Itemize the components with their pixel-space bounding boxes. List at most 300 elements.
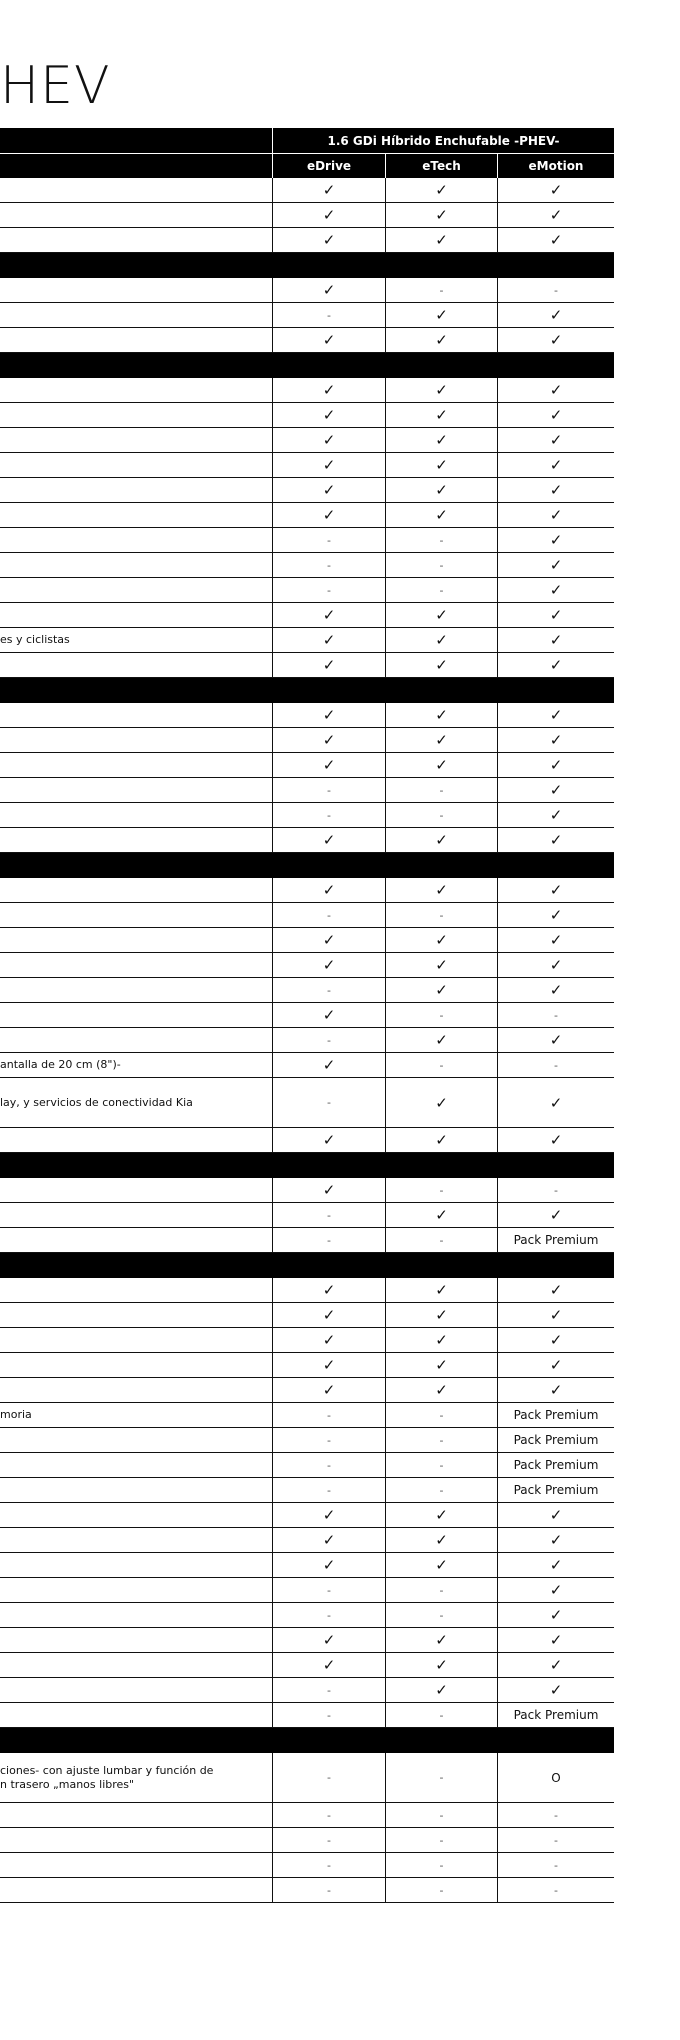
table-row	[0, 478, 614, 503]
feature-label	[0, 328, 272, 352]
check-icon: ✓	[272, 1303, 385, 1327]
check-icon: ✓	[272, 878, 385, 902]
header-blank-cell	[0, 128, 272, 153]
not-available-cell: -	[497, 1853, 614, 1877]
table-row	[0, 1678, 614, 1703]
check-icon: ✓	[272, 828, 385, 852]
not-available-cell: -	[272, 1228, 385, 1252]
check-icon: ✓	[385, 1628, 497, 1652]
feature-label	[0, 753, 272, 777]
check-icon: ✓	[272, 628, 385, 652]
table-row	[0, 1828, 614, 1853]
feature-label	[0, 1653, 272, 1677]
not-available-cell: -	[385, 1403, 497, 1427]
table-row	[0, 428, 614, 453]
not-available-cell: -	[272, 1578, 385, 1602]
not-available-cell: -	[385, 1478, 497, 1502]
check-icon: ✓	[385, 1353, 497, 1377]
not-available-cell: -	[272, 803, 385, 827]
feature-label	[0, 1203, 272, 1227]
check-icon: ✓	[385, 653, 497, 677]
not-available-cell: -	[272, 303, 385, 327]
not-available-cell: -	[385, 1228, 497, 1252]
spec-table	[0, 128, 614, 1903]
feature-label	[0, 1378, 272, 1402]
check-icon: ✓	[272, 953, 385, 977]
table-row	[0, 1503, 614, 1528]
section-header-bar	[0, 1728, 614, 1753]
engine-group-header: 1.6 GDi Híbrido Enchufable -PHEV-	[272, 128, 614, 153]
table-row	[0, 553, 614, 578]
check-icon: ✓	[497, 428, 614, 452]
feature-label	[0, 1003, 272, 1027]
not-available-cell: -	[385, 553, 497, 577]
not-available-cell: -	[272, 1428, 385, 1452]
not-available-cell: -	[272, 1703, 385, 1727]
pack-premium-cell: Pack Premium	[497, 1703, 614, 1727]
check-icon: ✓	[272, 178, 385, 202]
check-icon: ✓	[272, 428, 385, 452]
check-icon: ✓	[385, 1028, 497, 1052]
not-available-cell: -	[272, 1603, 385, 1627]
table-row	[0, 1378, 614, 1403]
feature-label	[0, 1353, 272, 1377]
check-icon: ✓	[272, 478, 385, 502]
feature-label	[0, 1578, 272, 1602]
check-icon: ✓	[385, 1528, 497, 1552]
check-icon: ✓	[385, 1278, 497, 1302]
table-row	[0, 1878, 614, 1903]
not-available-cell: -	[497, 1878, 614, 1902]
not-available-cell: -	[385, 1753, 497, 1802]
table-row	[0, 178, 614, 203]
check-icon: ✓	[385, 303, 497, 327]
table-row	[0, 1753, 614, 1803]
check-icon: ✓	[385, 1328, 497, 1352]
feature-label	[0, 203, 272, 227]
feature-label	[0, 728, 272, 752]
feature-label	[0, 478, 272, 502]
feature-label	[0, 928, 272, 952]
check-icon: ✓	[385, 1503, 497, 1527]
not-available-cell: -	[385, 278, 497, 302]
table-row	[0, 1353, 614, 1378]
pack-premium-cell: Pack Premium	[497, 1478, 614, 1502]
feature-label	[0, 1553, 272, 1577]
table-row	[0, 1853, 614, 1878]
feature-label	[0, 278, 272, 302]
not-available-cell: -	[385, 1803, 497, 1827]
table-header-group	[0, 128, 614, 153]
table-row	[0, 703, 614, 728]
table-row	[0, 1328, 614, 1353]
table-row	[0, 1628, 614, 1653]
feature-label	[0, 178, 272, 202]
not-available-cell: -	[497, 278, 614, 302]
table-row	[0, 1303, 614, 1328]
column-header-etech: eTech	[385, 154, 497, 178]
table-row	[0, 278, 614, 303]
check-icon: ✓	[272, 503, 385, 527]
check-icon: ✓	[272, 1053, 385, 1077]
table-row	[0, 1653, 614, 1678]
check-icon: ✓	[385, 703, 497, 727]
check-icon: ✓	[385, 753, 497, 777]
not-available-cell: -	[385, 1453, 497, 1477]
not-available-cell: -	[272, 528, 385, 552]
feature-label	[0, 228, 272, 252]
check-icon: ✓	[497, 1353, 614, 1377]
check-icon: ✓	[272, 1178, 385, 1202]
not-available-cell: -	[497, 1003, 614, 1027]
check-icon: ✓	[385, 478, 497, 502]
feature-label	[0, 653, 272, 677]
check-icon: ✓	[272, 328, 385, 352]
not-available-cell: -	[272, 1203, 385, 1227]
check-icon: ✓	[497, 1203, 614, 1227]
check-icon: ✓	[272, 1553, 385, 1577]
check-icon: ✓	[272, 403, 385, 427]
check-icon: ✓	[385, 428, 497, 452]
table-row	[0, 1203, 614, 1228]
check-icon: ✓	[497, 228, 614, 252]
table-row	[0, 578, 614, 603]
check-icon: ✓	[272, 378, 385, 402]
table-row	[0, 528, 614, 553]
not-available-cell: -	[272, 1403, 385, 1427]
table-row	[0, 603, 614, 628]
feature-label	[0, 1478, 272, 1502]
feature-label	[0, 528, 272, 552]
feature-label	[0, 1628, 272, 1652]
feature-label	[0, 1703, 272, 1727]
feature-label	[0, 1803, 272, 1827]
check-icon: ✓	[497, 953, 614, 977]
feature-label	[0, 1453, 272, 1477]
not-available-cell: -	[385, 1828, 497, 1852]
check-icon: ✓	[497, 403, 614, 427]
check-icon: ✓	[385, 378, 497, 402]
not-available-cell: -	[272, 1078, 385, 1127]
table-row	[0, 1553, 614, 1578]
feature-label	[0, 903, 272, 927]
check-icon: ✓	[497, 803, 614, 827]
not-available-cell: -	[385, 1053, 497, 1077]
feature-label	[0, 1178, 272, 1202]
check-icon: ✓	[385, 828, 497, 852]
feature-label: moria	[0, 1408, 32, 1421]
table-header-trims	[0, 153, 614, 178]
check-icon: ✓	[497, 1128, 614, 1152]
not-available-cell: -	[272, 1878, 385, 1902]
feature-label	[0, 1028, 272, 1052]
not-available-cell: -	[272, 1678, 385, 1702]
check-icon: ✓	[272, 203, 385, 227]
feature-label	[0, 303, 272, 327]
section-header-bar	[0, 853, 614, 878]
feature-label	[0, 1528, 272, 1552]
feature-label	[0, 1678, 272, 1702]
table-row	[0, 1003, 614, 1028]
feature-label	[0, 878, 272, 902]
table-row	[0, 328, 614, 353]
check-icon: ✓	[385, 603, 497, 627]
feature-label: ciones- con ajuste lumbar y función de n trasero „manos libres"	[0, 1763, 214, 1791]
check-icon: ✓	[385, 978, 497, 1002]
check-icon: ✓	[497, 328, 614, 352]
check-icon: ✓	[385, 928, 497, 952]
check-icon: ✓	[497, 828, 614, 852]
check-icon: ✓	[497, 653, 614, 677]
table-row	[0, 1403, 614, 1428]
table-row	[0, 753, 614, 778]
check-icon: ✓	[497, 178, 614, 202]
table-row	[0, 828, 614, 853]
table-row	[0, 1453, 614, 1478]
feature-label	[0, 578, 272, 602]
section-header-bar	[0, 678, 614, 703]
check-icon: ✓	[497, 1553, 614, 1577]
not-available-cell: -	[497, 1053, 614, 1077]
check-icon: ✓	[272, 1378, 385, 1402]
check-icon: ✓	[497, 378, 614, 402]
header-blank-cell	[0, 154, 272, 178]
check-icon: ✓	[497, 1028, 614, 1052]
table-row	[0, 1028, 614, 1053]
check-icon: ✓	[497, 1528, 614, 1552]
check-icon: ✓	[497, 203, 614, 227]
pack-premium-cell: Pack Premium	[497, 1403, 614, 1427]
feature-label	[0, 553, 272, 577]
feature-label	[0, 978, 272, 1002]
table-body	[0, 178, 614, 1903]
check-icon: ✓	[497, 1303, 614, 1327]
check-icon: ✓	[385, 403, 497, 427]
not-available-cell: -	[272, 1803, 385, 1827]
check-icon: ✓	[385, 1078, 497, 1127]
check-icon: ✓	[272, 228, 385, 252]
check-icon: ✓	[385, 1128, 497, 1152]
check-icon: ✓	[497, 703, 614, 727]
check-icon: ✓	[497, 928, 614, 952]
check-icon: ✓	[497, 1603, 614, 1627]
check-icon: ✓	[385, 953, 497, 977]
table-row	[0, 1178, 614, 1203]
page-title: HEV	[0, 56, 111, 116]
check-icon: ✓	[497, 778, 614, 802]
feature-label	[0, 1328, 272, 1352]
check-icon: ✓	[385, 1653, 497, 1677]
section-header-bar	[0, 253, 614, 278]
check-icon: ✓	[272, 703, 385, 727]
table-row	[0, 303, 614, 328]
not-available-cell: -	[272, 578, 385, 602]
not-available-cell: -	[385, 1178, 497, 1202]
feature-label	[0, 428, 272, 452]
feature-label	[0, 603, 272, 627]
feature-label: antalla de 20 cm (8")-	[0, 1058, 121, 1071]
check-icon: ✓	[272, 1328, 385, 1352]
not-available-cell: -	[272, 1478, 385, 1502]
table-row	[0, 1803, 614, 1828]
feature-label	[0, 953, 272, 977]
feature-label	[0, 1303, 272, 1327]
check-icon: ✓	[497, 753, 614, 777]
check-icon: ✓	[497, 628, 614, 652]
table-row	[0, 1603, 614, 1628]
check-icon: ✓	[497, 303, 614, 327]
check-icon: ✓	[497, 728, 614, 752]
not-available-cell: -	[497, 1178, 614, 1202]
check-icon: ✓	[272, 278, 385, 302]
feature-label	[0, 828, 272, 852]
check-icon: ✓	[497, 603, 614, 627]
check-icon: ✓	[272, 1003, 385, 1027]
table-row	[0, 1703, 614, 1728]
check-icon: ✓	[272, 453, 385, 477]
feature-label	[0, 403, 272, 427]
not-available-cell: -	[272, 1753, 385, 1802]
table-row	[0, 1053, 614, 1078]
table-row	[0, 803, 614, 828]
check-icon: ✓	[497, 453, 614, 477]
not-available-cell: -	[272, 1853, 385, 1877]
not-available-cell: -	[385, 1428, 497, 1452]
feature-label: lay, y servicios de conectividad Kia	[0, 1095, 193, 1109]
table-row	[0, 978, 614, 1003]
check-icon: ✓	[385, 1553, 497, 1577]
section-header-bar	[0, 353, 614, 378]
check-icon: ✓	[497, 553, 614, 577]
table-row	[0, 1428, 614, 1453]
check-icon: ✓	[497, 878, 614, 902]
table-row	[0, 503, 614, 528]
not-available-cell: -	[385, 1853, 497, 1877]
check-icon: ✓	[497, 478, 614, 502]
table-row	[0, 453, 614, 478]
feature-label	[0, 803, 272, 827]
not-available-cell: -	[272, 1828, 385, 1852]
column-header-emotion: eMotion	[497, 154, 614, 178]
check-icon: ✓	[497, 528, 614, 552]
table-row	[0, 1278, 614, 1303]
feature-label	[0, 1228, 272, 1252]
check-icon: ✓	[272, 728, 385, 752]
check-icon: ✓	[385, 1303, 497, 1327]
check-icon: ✓	[272, 1278, 385, 1302]
check-icon: ✓	[497, 1628, 614, 1652]
column-header-edrive: eDrive	[272, 154, 385, 178]
table-row	[0, 1128, 614, 1153]
table-row	[0, 203, 614, 228]
not-available-cell: -	[385, 1878, 497, 1902]
check-icon: ✓	[385, 453, 497, 477]
check-icon: ✓	[385, 1378, 497, 1402]
pack-premium-cell: Pack Premium	[497, 1228, 614, 1252]
not-available-cell: -	[385, 1703, 497, 1727]
check-icon: ✓	[497, 1278, 614, 1302]
not-available-cell: -	[272, 1453, 385, 1477]
feature-label	[0, 1828, 272, 1852]
check-icon: ✓	[497, 1328, 614, 1352]
check-icon: ✓	[385, 228, 497, 252]
table-row	[0, 1228, 614, 1253]
table-row	[0, 628, 614, 653]
feature-label	[0, 1853, 272, 1877]
not-available-cell: -	[385, 578, 497, 602]
table-row	[0, 903, 614, 928]
table-row	[0, 1528, 614, 1553]
feature-label	[0, 378, 272, 402]
check-icon: ✓	[385, 878, 497, 902]
feature-label	[0, 1878, 272, 1902]
not-available-cell: -	[385, 803, 497, 827]
check-icon: ✓	[497, 903, 614, 927]
table-row	[0, 653, 614, 678]
not-available-cell: -	[272, 903, 385, 927]
check-icon: ✓	[385, 178, 497, 202]
section-header-bar	[0, 1253, 614, 1278]
feature-label	[0, 778, 272, 802]
check-icon: ✓	[497, 1378, 614, 1402]
check-icon: ✓	[497, 1503, 614, 1527]
check-icon: ✓	[272, 1128, 385, 1152]
check-icon: ✓	[385, 503, 497, 527]
check-icon: ✓	[272, 1528, 385, 1552]
check-icon: ✓	[385, 1678, 497, 1702]
not-available-cell: -	[497, 1828, 614, 1852]
table-row	[0, 728, 614, 753]
check-icon: ✓	[272, 928, 385, 952]
not-available-cell: -	[385, 528, 497, 552]
not-available-cell: -	[497, 1803, 614, 1827]
check-icon: ✓	[497, 503, 614, 527]
check-icon: ✓	[272, 753, 385, 777]
not-available-cell: -	[272, 553, 385, 577]
feature-label	[0, 1128, 272, 1152]
table-row	[0, 403, 614, 428]
check-icon: ✓	[497, 578, 614, 602]
feature-label: es y ciclistas	[0, 633, 70, 646]
check-icon: ✓	[497, 1578, 614, 1602]
table-row	[0, 1478, 614, 1503]
check-icon: ✓	[272, 1628, 385, 1652]
feature-label	[0, 1428, 272, 1452]
not-available-cell: -	[385, 1003, 497, 1027]
not-available-cell: -	[385, 1603, 497, 1627]
not-available-cell: -	[272, 1028, 385, 1052]
table-row	[0, 228, 614, 253]
check-icon: ✓	[497, 1653, 614, 1677]
check-icon: ✓	[385, 328, 497, 352]
feature-label	[0, 453, 272, 477]
feature-label	[0, 1603, 272, 1627]
check-icon: ✓	[272, 1353, 385, 1377]
feature-label	[0, 703, 272, 727]
section-header-bar	[0, 1153, 614, 1178]
table-row	[0, 878, 614, 903]
not-available-cell: -	[385, 778, 497, 802]
table-row	[0, 378, 614, 403]
check-icon: ✓	[272, 653, 385, 677]
check-icon: ✓	[385, 203, 497, 227]
optional-cell: O	[497, 1753, 614, 1802]
feature-label	[0, 1278, 272, 1302]
feature-label	[0, 503, 272, 527]
not-available-cell: -	[385, 1578, 497, 1602]
check-icon: ✓	[272, 1503, 385, 1527]
check-icon: ✓	[272, 1653, 385, 1677]
